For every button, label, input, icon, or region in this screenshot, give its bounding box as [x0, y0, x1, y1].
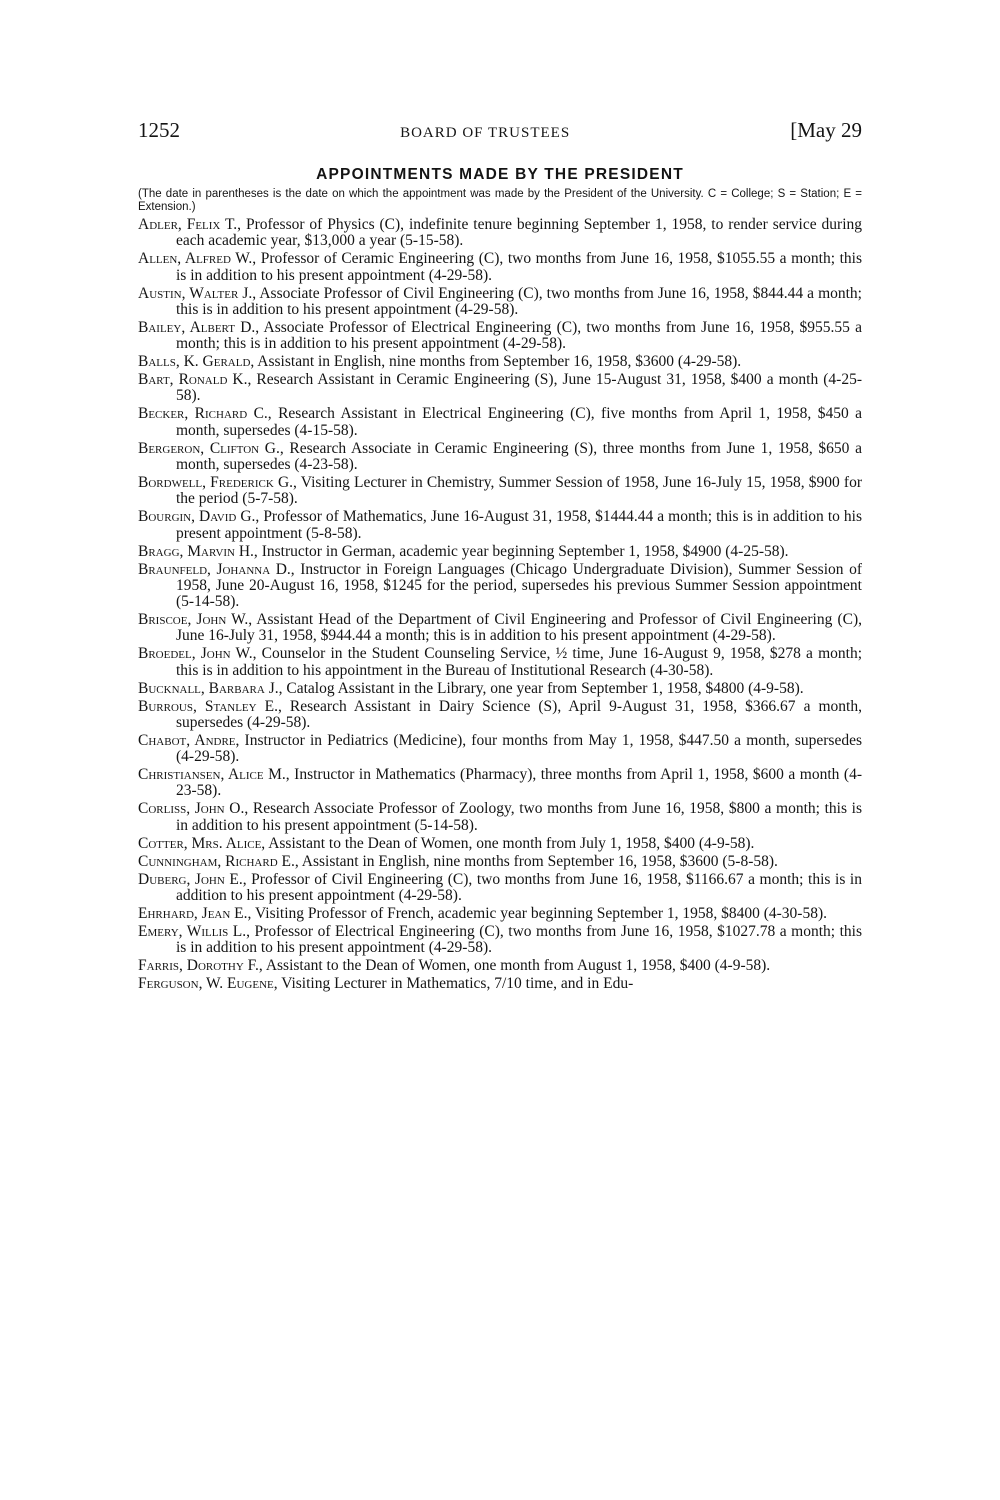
appointment-entry: [138, 612, 862, 645]
section-title: APPOINTMENTS MADE BY THE PRESIDENT: [316, 166, 684, 183]
appointee-name: Cotter, Mrs. Alice,: [138, 834, 266, 852]
appointee-name: Bailey, Albert D.,: [138, 318, 260, 336]
appointment-entry: [138, 441, 862, 474]
appointment-details: Visiting Lecturer in Chemistry, Summer Session of 1958, June 16-July 15, 1958, $900 for the period (5-7-58).: [176, 473, 862, 508]
appointee-name: Briscoe, John W.,: [138, 611, 253, 629]
appointment-details: Instructor in Pediatrics (Medicine), four months from May 1, 1958, $447.50 a month, supersedes (4-29-58).: [176, 731, 862, 766]
appointment-entry: [138, 251, 862, 284]
appointment-entry: [138, 217, 862, 250]
appointee-name: Bart, Ronald K.,: [138, 371, 252, 389]
document-page: [138, 118, 862, 1478]
appointee-name: Ferguson, W. Eugene,: [138, 975, 278, 993]
appointment-details: Visiting Professor of French, academic year beginning September 1, 1958, $8400 (4-30-58).: [251, 905, 828, 922]
appointment-entry: [138, 872, 862, 905]
appointment-list: [138, 217, 862, 993]
appointee-name: Braunfeld, Johanna D.,: [138, 560, 295, 578]
appointment-details: Instructor in German, academic year beginning September 1, 1958, $4900 (4-25-58).: [257, 542, 789, 560]
appointment-details: Research Assistant in Dairy Science (S), April 9-August 31, 1958, $366.67 a month, supersedes (4-29-58).: [176, 697, 862, 731]
appointee-name: Bordwell, Frederick G.,: [138, 473, 297, 491]
appointment-entry: [138, 354, 862, 370]
appointee-name: Emery, Willis L.,: [138, 922, 251, 940]
appointment-details: Research Associate Professor of Zoology, two months from June 16, 1958, $800 a month; this is in addition to his present appointment (5-14-58).: [176, 800, 862, 834]
appointment-entry: [138, 958, 862, 974]
appointment-entry: [138, 372, 862, 405]
appointee-name: Burrous, Stanley E.,: [138, 697, 282, 715]
appointment-entry: [138, 854, 862, 870]
appointment-entry: [138, 544, 862, 560]
appointment-entry: [138, 406, 862, 439]
appointment-details: Research Assistant in Ceramic Engineering (S), June 15-August 31, 1958, $400 a month (4-25-58).: [176, 371, 862, 405]
appointment-entry: [138, 286, 862, 319]
appointment-details: Assistant to the Dean of Women, one month from July 1, 1958, $400 (4-9-58).: [265, 834, 755, 852]
appointment-details: Professor of Mathematics, June 16-August 31, 1958, $1444.44 a month; this is in addition to his present appointment (5-8-58).: [176, 508, 862, 542]
appointment-details: Professor of Civil Engineering (C), two months from June 16, 1958, $1166.67 a month; this is in addition to his present appointment (4-29-58).: [176, 870, 862, 905]
appointment-entry: [138, 733, 862, 766]
appointee-name: Duberg, John E.,: [138, 870, 247, 888]
appointment-entry: [138, 767, 862, 800]
appointment-details: Professor of Electrical Engineering (C), two months from June 16, 1958, $1027.78 a month; this is in addition to his present appointment (4-29-58).: [176, 922, 862, 957]
appointment-entry: [138, 699, 862, 732]
appointment-entry: [138, 509, 862, 542]
appointment-entry: [138, 562, 862, 611]
appointment-details: Visiting Lecturer in Mathematics, 7/10 time, and in Edu-: [277, 975, 634, 993]
appointee-name: Austin, Walter J.,: [138, 284, 257, 302]
appointee-name: Chabot, Andre,: [138, 731, 240, 749]
appointment-details: Associate Professor of Civil Engineering (C), two months from June 16, 1958, $844.44 a month; this is in addition to his present appointment (4-29-58).: [176, 284, 862, 318]
appointment-entry: [138, 836, 862, 852]
appointment-details: Associate Professor of Electrical Engineering (C), two months from June 16, 1958, $955.55 a month; this is in addition to his present appointment (4-29-58).: [176, 318, 862, 353]
appointment-details: Research Associate in Ceramic Engineering (S), three months from June 1, 1958, $650 a month, supersedes (4-23-58).: [176, 439, 862, 473]
appointee-name: Cunningham, Richard E.,: [138, 852, 299, 870]
appointment-entry: [138, 320, 862, 353]
intro-note: (The date in parentheses is the date on which the appointment was made by the President of the University. C = College; S = Station; E = Extension.): [138, 188, 862, 213]
appointee-name: Allen, Alfred W.,: [138, 250, 257, 268]
appointee-name: Farris, Dorothy F.,: [138, 957, 263, 975]
appointment-details: Research Assistant in Electrical Engineering (C), five months from April 1, 1958, $450 a month, supersedes (4-15-58).: [176, 405, 862, 439]
appointment-entry: [138, 681, 862, 697]
appointee-name: Christiansen, Alice M.,: [138, 766, 290, 784]
appointment-details: Assistant in English, nine months from September 16, 1958, $3600 (5-8-58).: [298, 852, 778, 870]
appointment-details: Professor of Physics (C), indefinite tenure beginning September 1, 1958, to render service during each academic year, $13,000 a year (5-15-58).: [176, 216, 862, 250]
appointee-name: Adler, Felix T.,: [138, 216, 242, 233]
appointee-name: Becker, Richard C.,: [138, 405, 272, 423]
appointee-name: Bergeron, Clifton G.,: [138, 439, 284, 457]
appointment-details: Assistant in English, nine months from September 16, 1958, $3600 (4-29-58).: [254, 353, 742, 371]
journal-title: BOARD OF TRUSTEES: [400, 125, 571, 141]
appointment-details: Instructor in Mathematics (Pharmacy), three months from April 1, 1958, $600 a month (4-23-58).: [176, 766, 862, 800]
appointment-entry: [138, 475, 862, 508]
appointee-name: Corliss, John O.,: [138, 800, 249, 818]
appointee-name: Bourgin, David G.,: [138, 508, 260, 526]
appointment-entry: [138, 801, 862, 834]
appointee-name: Bucknall, Barbara J.,: [138, 679, 283, 697]
appointee-name: Broedel, John W.,: [138, 645, 257, 663]
appointment-details: Assistant to the Dean of Women, one month from August 1, 1958, $400 (4-9-58).: [262, 957, 771, 975]
appointee-name: Balls, K. Gerald,: [138, 353, 255, 371]
appointment-details: Counselor in the Student Counseling Service, ½ time, June 16-August 9, 1958, $278 a month; this is in addition to his appointment in the Bureau of Institutional Research (4-30-58).: [176, 645, 862, 679]
appointment-details: Catalog Assistant in the Library, one year from September 1, 1958, $4800 (4-9-58).: [282, 679, 804, 697]
appointee-name: Bragg, Marvin H.,: [138, 542, 258, 560]
appointment-entry: [138, 924, 862, 957]
appointment-details: Professor of Ceramic Engineering (C), two months from June 16, 1958, $1055.55 a month; this is in addition to his present appointment (4-29-58).: [176, 250, 862, 284]
appointee-name: Ehrhard, Jean E.,: [138, 905, 252, 922]
appointment-details: Assistant Head of the Department of Civil Engineering and Professor of Civil Engineering (C), June 16-July 31, 1958, $944.44 a month; this is in addition to his present appointment (4-29-58).: [176, 611, 862, 645]
running-head: [138, 118, 862, 154]
page-date: [May 29: [790, 118, 862, 142]
appointment-entry: [138, 976, 862, 992]
appointment-entry: [138, 906, 862, 922]
page-number: 1252: [138, 118, 180, 142]
appointment-details: Instructor in Foreign Languages (Chicago Undergraduate Division), Summer Session of 1958, June 20-August 16, 1958, $1245 for the period, supersedes his previous Summer Session appointment (5-14-58).: [176, 560, 862, 611]
appointment-entry: [138, 646, 862, 679]
